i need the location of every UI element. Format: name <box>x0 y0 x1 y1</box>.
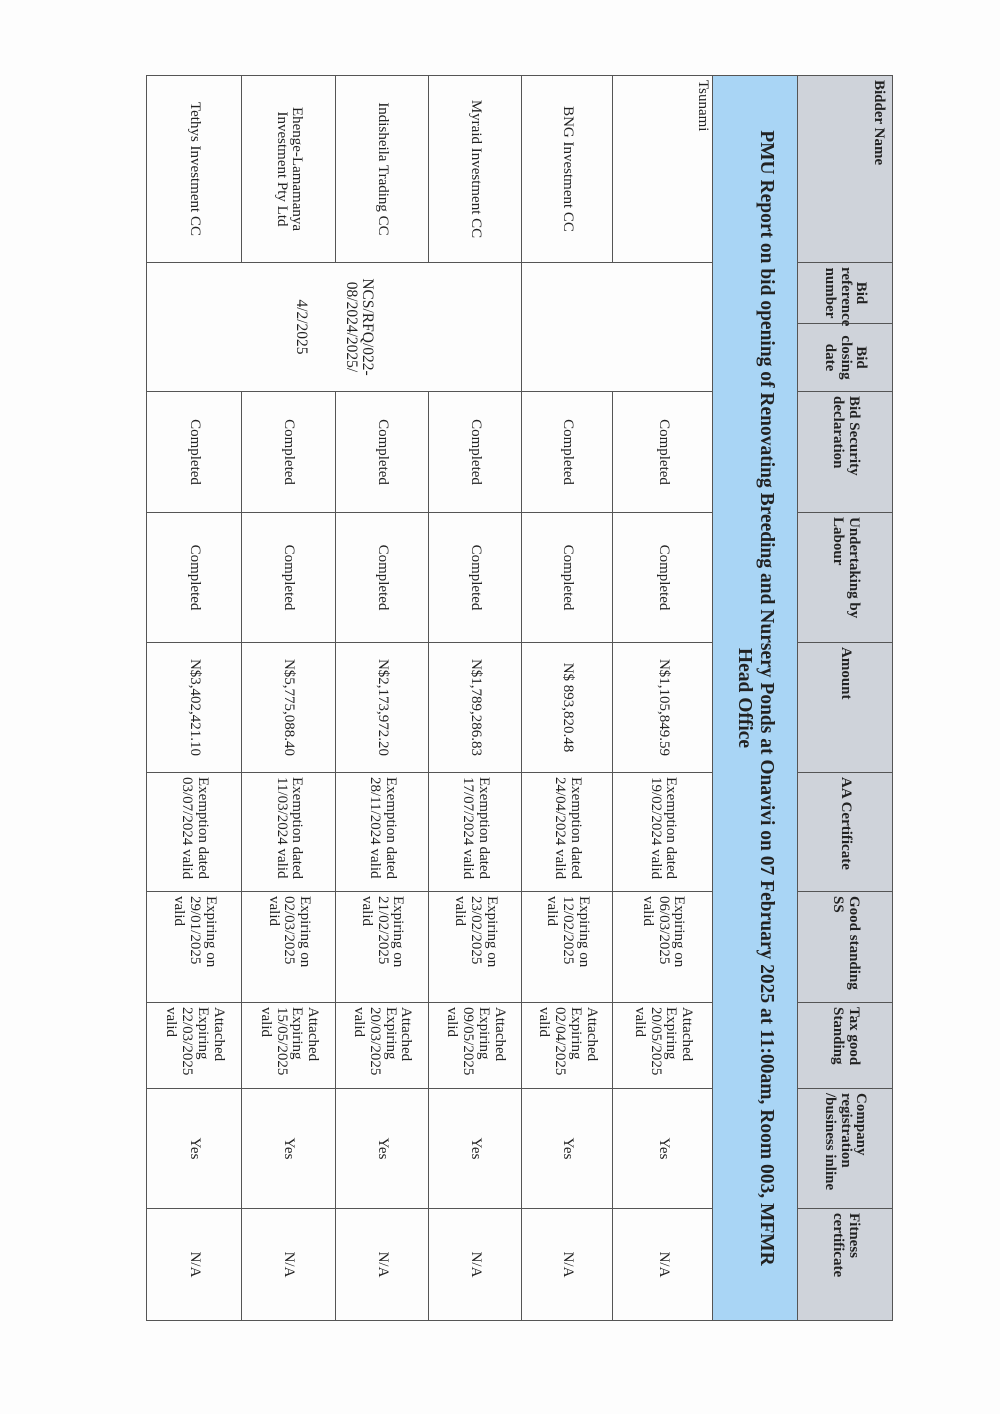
header-amount: Amount <box>797 643 892 773</box>
header-aa-certificate: AA Certificate <box>797 773 892 892</box>
good-standing-ss: Expiring on 06/03/2025 valid <box>613 892 713 1003</box>
bidder-name: Tethys Investment CC <box>147 76 242 263</box>
undertaking: Completed <box>613 513 713 643</box>
tax-good-standing: Attached Expiring 02/04/2025 valid <box>522 1003 613 1089</box>
bidder-name: Indisheila Trading CC <box>335 76 428 263</box>
header-undertaking: Undertaking by Labour <box>797 513 892 643</box>
amount: N$2,173,972.20 <box>335 643 428 773</box>
bid-closing-date: 4/2/2025 <box>292 299 310 355</box>
rotated-table-wrapper <box>146 75 893 1320</box>
company-registration: Yes <box>428 1089 521 1209</box>
fitness-certificate: N/A <box>335 1209 428 1321</box>
company-registration: Yes <box>335 1089 428 1209</box>
table-row <box>335 76 428 1321</box>
header-row <box>797 76 892 1321</box>
company-registration: Yes <box>522 1089 613 1209</box>
tax-good-standing: Attached Expiring 20/03/2025 valid <box>335 1003 428 1089</box>
tax-good-standing: Attached Expiring 22/03/2025 valid <box>147 1003 242 1089</box>
fitness-certificate: N/A <box>428 1209 521 1321</box>
undertaking: Completed <box>428 513 521 643</box>
header-good-standing-ss: Good standing SS <box>797 892 892 1003</box>
amount: N$3,402,421.10 <box>147 643 242 773</box>
undertaking: Completed <box>242 513 335 643</box>
table-row <box>242 76 335 1321</box>
tax-good-standing: Attached Expiring 15/05/2025 valid <box>242 1003 335 1089</box>
aa-certificate: Exemption dated 19/02/2024 valid <box>613 773 713 892</box>
good-standing-ss: Expiring on 02/03/2025 valid <box>242 892 335 1003</box>
undertaking: Completed <box>522 513 613 643</box>
fitness-certificate: N/A <box>242 1209 335 1321</box>
table-row <box>428 76 521 1321</box>
bid-security: Completed <box>522 392 613 513</box>
table-row <box>147 76 242 1321</box>
table-row <box>522 76 613 1321</box>
bid-security: Completed <box>335 392 428 513</box>
tax-good-standing: Attached Expiring 20/05/2025 valid <box>613 1003 713 1089</box>
fitness-certificate: N/A <box>147 1209 242 1321</box>
aa-certificate: Exemption dated 24/04/2024 valid <box>522 773 613 892</box>
amount: N$ 893,820.48 <box>522 643 613 773</box>
aa-certificate: Exemption dated 11/03/2024 valid <box>242 773 335 892</box>
bid-security: Completed <box>613 392 713 513</box>
fitness-certificate: N/A <box>613 1209 713 1321</box>
amount: N$5,775,088.40 <box>242 643 335 773</box>
aa-certificate: Exemption dated 03/07/2024 valid <box>147 773 242 892</box>
good-standing-ss: Expiring on 21/02/2025 valid <box>335 892 428 1003</box>
amount: N$1,789,286.83 <box>428 643 521 773</box>
header-tax-good-standing: Tax good Standing <box>797 1003 892 1089</box>
table-row <box>613 76 713 1321</box>
bid-security: Completed <box>428 392 521 513</box>
undertaking: Completed <box>335 513 428 643</box>
undertaking: Completed <box>147 513 242 643</box>
header-fitness-certificate: Fitness certificate <box>797 1209 892 1321</box>
spacer-cell <box>522 263 713 392</box>
good-standing-ss: Expiring on 23/02/2025 valid <box>428 892 521 1003</box>
amount: N$1,105,849.59 <box>613 643 713 773</box>
good-standing-ss: Expiring on 29/01/2025 valid <box>147 892 242 1003</box>
company-registration: Yes <box>147 1089 242 1209</box>
bid-opening-table <box>146 75 893 1321</box>
bid-security: Completed <box>147 392 242 513</box>
good-standing-ss: Expiring on 12/02/2025 valid <box>522 892 613 1003</box>
header-company-registration: Company registration /business inline <box>797 1089 892 1209</box>
company-registration: Yes <box>613 1089 713 1209</box>
header-bid-closing: Bid closing date <box>797 324 892 392</box>
aa-certificate: Exemption dated 17/07/2024 valid <box>428 773 521 892</box>
header-bid-security: Bid Security declaration <box>797 392 892 513</box>
header-bidder-name: Bidder Name <box>797 76 892 263</box>
tax-good-standing: Attached Expiring 09/05/2025 valid <box>428 1003 521 1089</box>
bidder-name: Myraid Investment CC <box>428 76 521 263</box>
fitness-certificate: N/A <box>522 1209 613 1321</box>
bid-security: Completed <box>242 392 335 513</box>
report-title: PMU Report on bid opening of Renovating Breeding and Nursery Ponds at Onavivi on 07 February 2025 at 11:00am, Room 003, MFMR Head Office <box>713 76 798 1321</box>
company-registration: Yes <box>242 1089 335 1209</box>
title-row <box>713 76 798 1321</box>
bid-reference-and-date <box>147 263 522 392</box>
bidder-name: Tsunami <box>613 76 713 263</box>
bidder-name: BNG Investment CC <box>522 76 613 263</box>
bid-reference-number: NCS/RFQ/022-08/2024/2025/ <box>343 278 377 376</box>
aa-certificate: Exemption dated 28/11/2024 valid <box>335 773 428 892</box>
header-bid-reference: Bid reference number <box>797 263 892 324</box>
bidder-name: Ehenge-Lamamanya Investment Pty Ltd <box>242 76 335 263</box>
